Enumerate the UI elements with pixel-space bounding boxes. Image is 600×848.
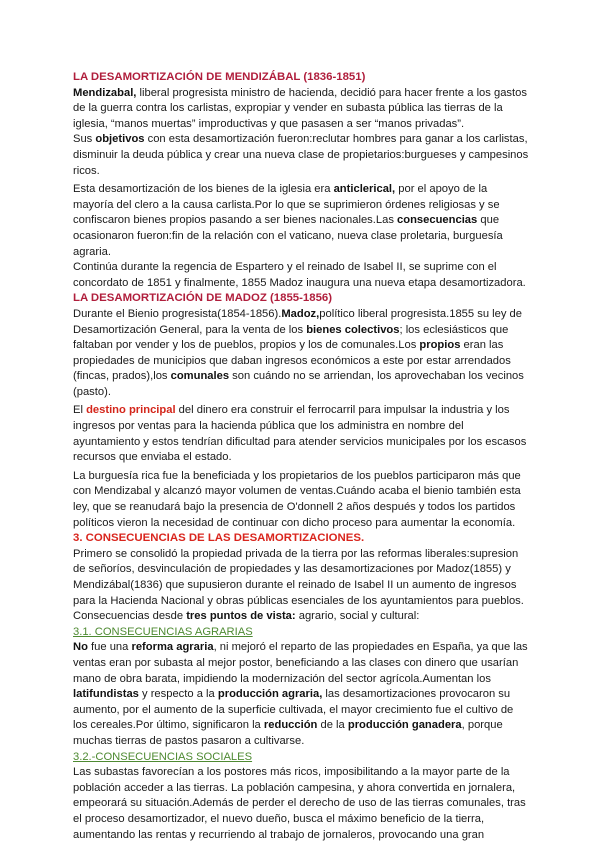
paragraph-consecuencias-intro: Primero se consolidó la propiedad privada de la tierra por las reformas liberales:supresion de señoríos, desvinculación de propiedades y las desamortizaciones por Madoz(1855) y Mendizábal(1836) que supusieron durante el reinado de Isabel II un aumento de ingresos para la Hacienda Nacional y obras públicas esenciales de los ayuntamientos para pueblos. (73, 547, 524, 607)
highlight-term: destino principal (86, 404, 176, 417)
bold-term: tres puntos de vista: (186, 610, 296, 623)
subsection-title-sociales: 3.2.-CONSECUENCIAS SOCIALES (73, 750, 253, 763)
paragraph-consecuencias-puntos: Consecuencias desde tres puntos de vista: agrario, social y cultural: (73, 610, 420, 623)
bold-term: latifundistas (73, 688, 139, 701)
bold-term: No (73, 641, 88, 654)
paragraph-mendizabal-objetivos: Sus objetivos con esta desamortización fueron:reclutar hombres para ganar a los carlistas, disminuir la deuda pública y crear una nueva clase de propietarios:burgueses y campesinos ricos. (73, 133, 529, 177)
bold-term: reforma agraria (131, 641, 214, 654)
bold-term: bienes colectivos (306, 323, 400, 336)
bold-term: consecuencias (397, 214, 478, 227)
section-title-madoz: LA DESAMORTIZACIÓN DE MADOZ (1855-1856) (73, 292, 333, 305)
paragraph-mendizabal-anticlerical: Esta desamortización de los bienes de la iglesia era anticlerical, por el apoyo de la mayoría del clero a la causa carlista.Por lo que se suprimieron órdenes religiosas y se confiscaron bienes propios pasando a ser bienes nacionales.Las consecuencias que ocasionaron fueron:fin de la relación con el vaticano, nueva clase proletaria, burguesía agraria. (73, 183, 503, 258)
bold-term: comunales (170, 370, 230, 383)
paragraph-agrarias: No fue una reforma agraria, ni mejoró el reparto de las propiedades en España, ya que las ventas eran por subasta al mejor postor, beneficiando a las clases con dinero que usarían mano de obra barata, impidiendo la modernización del sector agrícola.Aumentan los latifundistas y respecto a la producción agraria, las desamortizaciones provocaron su aumento, por el aumento de la superficie cultivada, el mayor crecimiento fue el cultivo de los cereales.Por último, significaron la reducción de la producción ganadera, porque muchas tierras de pastos pasaron a cultivarse. (73, 641, 528, 747)
bold-term: Madoz, (281, 307, 320, 320)
bold-term: reducción (263, 719, 318, 732)
section-title-mendizabal: LA DESAMORTIZACIÓN DE MENDIZÁBAL (1836-1851) (73, 71, 366, 83)
paragraph-madoz-intro: Durante el Bienio progresista(1854-1856).Madoz,político liberal progresista.1855 su ley de Desamortización General, para la venta de los bienes colectivos; los eclesiásticos que faltaban por vender y los de pueblos, propios y los de comunales.Los propios eran las propiedades de municipios que daban ingresos económicos a este por estar arrendados (fincas, prados),los comunales son cuándo no se arriendan, los aprovechaban los vecinos (pasto). (73, 307, 524, 398)
paragraph-mendizabal-continua: Continúa durante la regencia de Espartero y el reinado de Isabel II, se suprime con el concordato de 1851 y finalmente, 1855 Madoz inaugura una nueva etapa desamortizadora. (73, 261, 526, 289)
paragraph-mendizabal-intro: Mendizabal, liberal progresista ministro de hacienda, decidió para hacer frente a los gastos de la guerra contra los carlistas, expropiar y vender en subasta pública las tierras de la iglesia, “manos muertas” improductivas y que pasasen a ser “manos privadas”. (73, 86, 527, 130)
bold-term: producción agraria, (217, 688, 323, 701)
bold-term: producción ganadera (347, 719, 462, 732)
section-title-consecuencias: 3. CONSECUENCIAS DE LAS DESAMORTIZACIONES. (73, 532, 365, 545)
bold-term: anticlerical, (333, 183, 396, 196)
paragraph-madoz-destino: El destino principal del dinero era construir el ferrocarril para impulsar la industria y los ingresos por ventas para la hacienda pública que los administra en nombre del ayuntamiento y estos tendrían dificultad para atender servicios municipales por los escasos recursos que enviaba el estado. (73, 404, 527, 464)
paragraph-sociales: Las subastas favorecían a los postores más ricos, imposibilitando a la mayor parte de la población acceder a las tierras. La población campesina, y ahora convertida en jornalera, empeorará su situación.Además de perder el derecho de uso de las tierras comunales, tras el proceso desamortizador, el nuevo dueño, busca el máximo beneficio de la tierra, aumentando las rentas y recurriendo al trabajo de jornaleros, provocando una gran (73, 766, 526, 841)
bold-term: Mendizabal, (73, 86, 137, 99)
subsection-title-agrarias: 3.1. CONSECUENCIAS AGRARIAS (73, 625, 253, 638)
bold-term: objetivos (95, 133, 145, 146)
bold-term: propios (419, 339, 461, 352)
paragraph-madoz-burguesia: La burguesía rica fue la beneficiada y los propietarios de los pueblos participaron más que con Mendizabal y alcanzó mayor volumen de ventas.Cuándo acaba el bienio también esta ley, que se reanudará bajo la presencia de O'donnell 2 años después y todos los partidos políticos vieron la necesidad de continuar con dicho proceso para aumentar la economía. (73, 469, 521, 529)
